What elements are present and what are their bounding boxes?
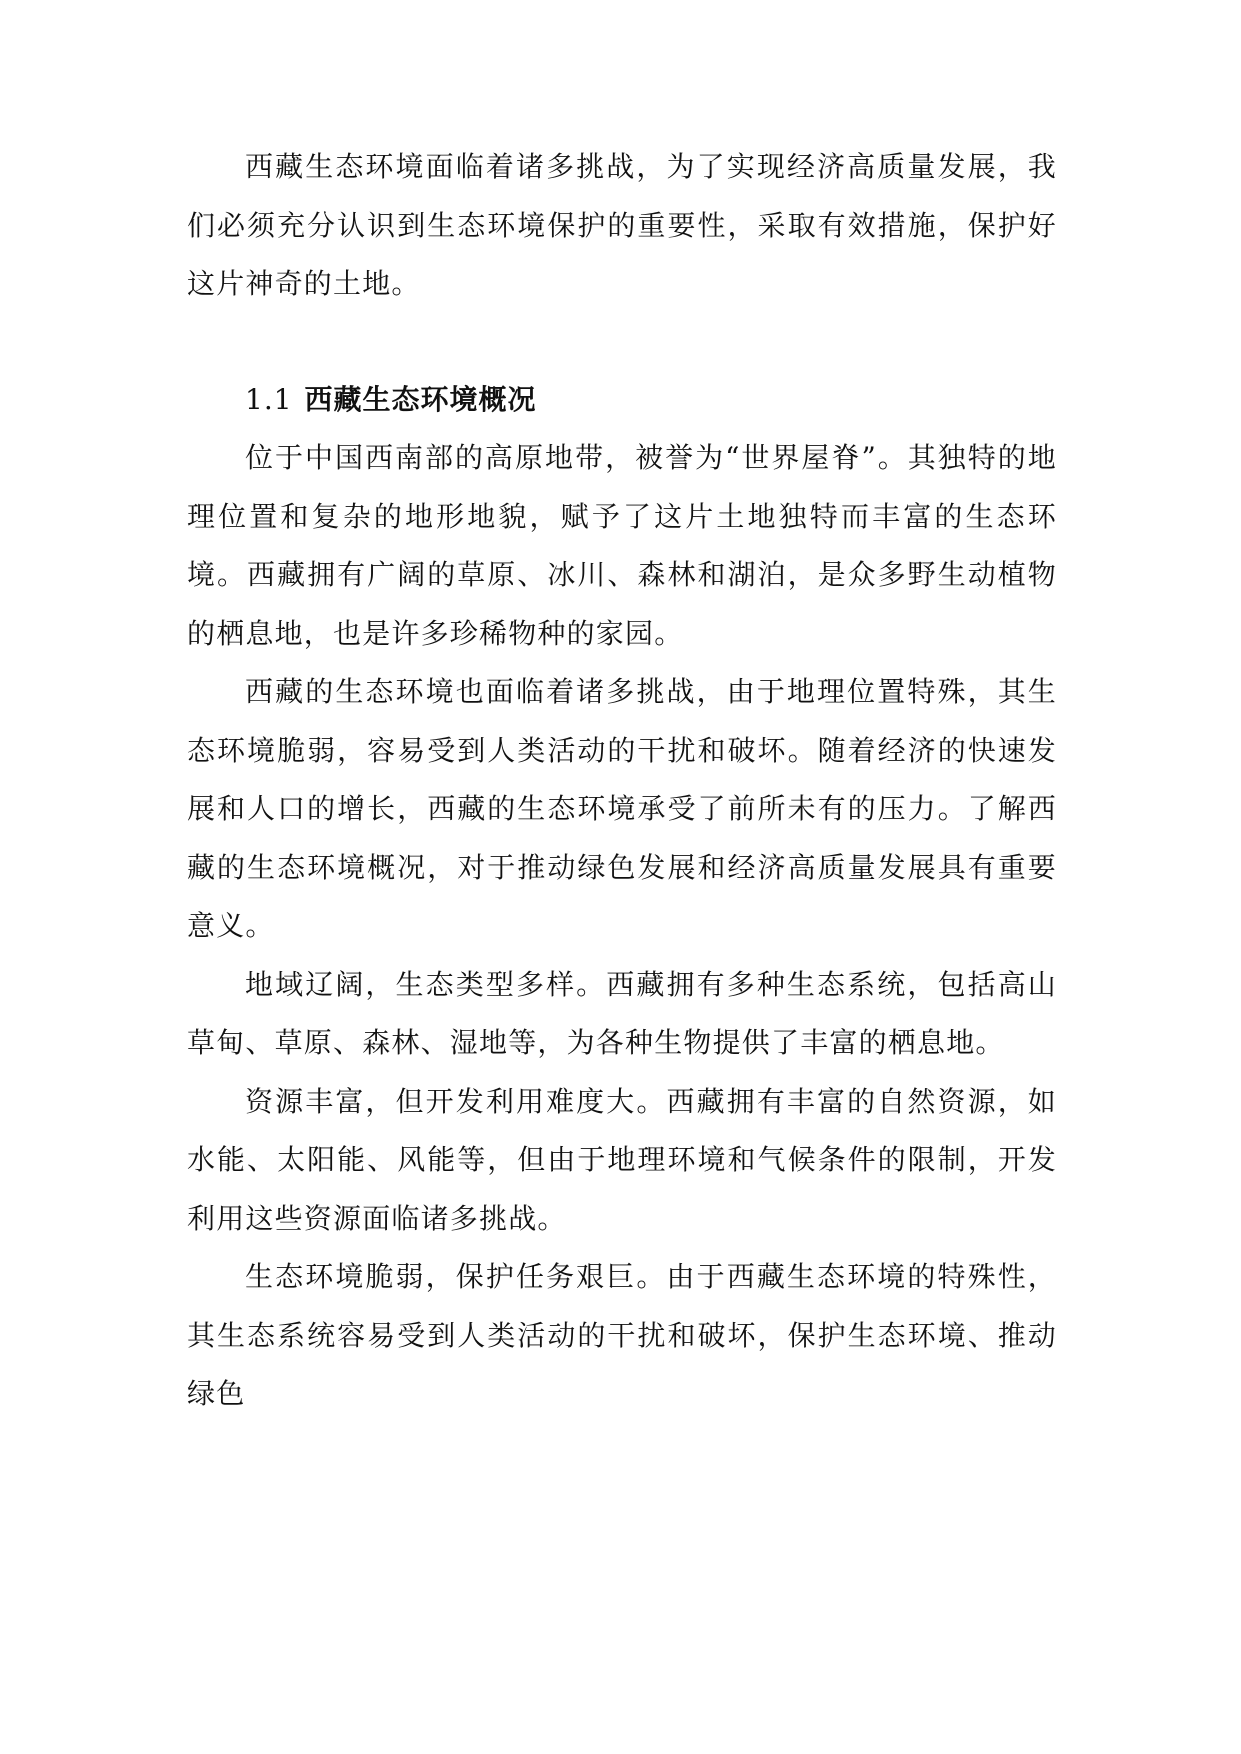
paragraph-overview: 位于中国西南部的高原地带，被誉为“世界屋脊”。其独特的地理位置和复杂的地形地貌，赋予了这片土地独特而丰富的生态环境。西藏拥有广阔的草原、冰川、森林和湖泊，是众多野生动植物的栖息地，也是许多珍稀物种的家园。 xyxy=(187,441,1057,650)
paragraph-challenges: 西藏的生态环境也面临着诸多挑战，由于地理位置特殊，其生态环境脆弱，容易受到人类活动的干扰和破坏。随着经济的快速发展和人口的增长，西藏的生态环境承受了前所未有的压力。了解西藏的生态环境概况，对于推动绿色发展和经济高质量发展具有重要意义。 xyxy=(187,675,1057,942)
paragraph-fragility: 生态环境脆弱，保护任务艰巨。由于西藏生态环境的特殊性，其生态系统容易受到人类活动的干扰和破坏，保护生态环境、推动绿色 xyxy=(187,1260,1057,1410)
intro-paragraph: 西藏生态环境面临着诸多挑战，为了实现经济高质量发展，我们必须充分认识到生态环境保护的重要性，采取有效措施，保护好这片神奇的土地。 xyxy=(187,150,1057,300)
paragraph-resources: 资源丰富，但开发利用难度大。西藏拥有丰富的自然资源，如水能、太阳能、风能等，但由于地理环境和气候条件的限制，开发利用这些资源面临诸多挑战。 xyxy=(187,1084,1057,1235)
section-title: 西藏生态环境概况 xyxy=(304,382,537,416)
section-number: 1.1 xyxy=(245,382,293,416)
paragraph-diversity: 地域辽阔，生态类型多样。西藏拥有多种生态系统，包括高山草甸、草原、森林、湿地等，为各种生物提供了丰富的栖息地。 xyxy=(187,967,1057,1059)
section-heading xyxy=(187,371,1057,430)
document-body xyxy=(187,138,1057,1424)
